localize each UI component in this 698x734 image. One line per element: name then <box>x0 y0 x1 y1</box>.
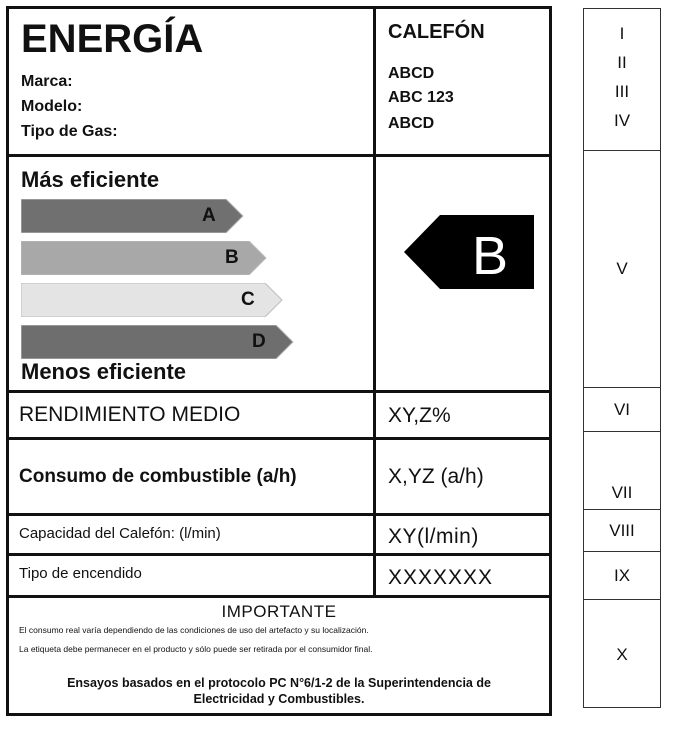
field-model: Modelo: <box>21 98 83 115</box>
less-efficient-label: Menos eficiente <box>21 359 187 384</box>
ignition-value: XXXXXXX <box>388 566 494 589</box>
ignition-row <box>9 556 549 598</box>
performance-label-cell <box>9 393 376 437</box>
section-IX-cell <box>584 552 660 600</box>
capacity-value-cell <box>376 516 549 553</box>
section-III: III <box>614 82 630 101</box>
efficiency-class-letter: B <box>225 247 239 268</box>
protocol-line-2: Electricidad y Combustibles. <box>193 692 365 706</box>
section-VII: VII <box>611 483 633 502</box>
section-VI: VI <box>613 399 631 419</box>
efficiency-class-letter: C <box>241 289 255 310</box>
performance-row <box>9 393 549 440</box>
section-VIII: VIII <box>609 520 635 540</box>
efficiency-rating-cell <box>376 157 549 390</box>
field-brand: Marca: <box>21 73 73 90</box>
efficiency-class-letter: A <box>202 205 216 226</box>
product-type: CALEFÓN <box>388 21 485 43</box>
efficiency-bar-a <box>21 199 244 233</box>
value-brand: ABCD <box>388 65 435 82</box>
protocol-line-1: Ensayos basados en el protocolo PC N°6/1-2 de la Superintendencia de <box>67 676 491 690</box>
value-gas-type: ABCD <box>388 115 435 132</box>
section-IV: IV <box>613 111 631 130</box>
notice-line-1: El consumo real varía dependiendo de las condiciones de uso del artefacto y su localización. <box>19 625 369 635</box>
fuel-consumption-label: Consumo de combustible (a/h) <box>19 466 297 487</box>
efficiency-bar-b <box>21 241 267 275</box>
rating-arrow-icon <box>404 215 544 289</box>
capacity-value: XY(l/min) <box>388 525 479 548</box>
field-gas-type: Tipo de Gas: <box>21 123 118 140</box>
section-index <box>583 8 661 708</box>
footer-notice <box>9 598 549 713</box>
section-VI-cell <box>584 388 660 432</box>
section-VIII-cell <box>584 510 660 552</box>
fuel-consumption-value-cell <box>376 440 549 513</box>
section-X: X <box>616 644 628 664</box>
section-V: V <box>616 259 628 278</box>
header-right <box>376 9 549 154</box>
ignition-value-cell <box>376 556 549 595</box>
capacity-label-cell <box>9 516 376 553</box>
fuel-consumption-label-cell <box>9 440 376 513</box>
section-II: II <box>617 53 627 72</box>
section-V-cell <box>584 151 660 388</box>
section-group-1 <box>584 9 660 151</box>
efficiency-bar-c <box>21 283 283 317</box>
section-X-cell <box>584 600 660 709</box>
header-row <box>9 9 549 157</box>
label-title: ENERGÍA <box>21 17 204 61</box>
rating-letter: B <box>471 226 509 286</box>
header-left <box>9 9 376 154</box>
ignition-label-cell <box>9 556 376 595</box>
efficiency-bar-d <box>21 325 294 359</box>
section-VII-cell <box>584 432 660 510</box>
performance-value: XY,Z% <box>388 404 451 427</box>
energy-label <box>6 6 552 716</box>
performance-label: RENDIMIENTO MEDIO <box>19 403 241 426</box>
fuel-consumption-value: X,YZ (a/h) <box>388 465 484 488</box>
notice-line-2: La etiqueta debe permanecer en el producto y sólo puede ser retirada por el consumidor final. <box>19 644 373 654</box>
efficiency-class-letter: D <box>252 331 266 352</box>
fuel-consumption-row <box>9 440 549 516</box>
ignition-label: Tipo de encendido <box>19 565 142 582</box>
section-IX: IX <box>613 565 631 585</box>
capacity-row <box>9 516 549 556</box>
value-model: ABC 123 <box>388 89 454 106</box>
important-heading: IMPORTANTE <box>221 602 337 621</box>
efficiency-row <box>9 157 549 393</box>
section-I: I <box>619 24 625 43</box>
efficiency-scale <box>9 157 376 390</box>
more-efficient-label: Más eficiente <box>21 167 160 192</box>
performance-value-cell <box>376 393 549 437</box>
capacity-label: Capacidad del Calefón: (l/min) <box>19 525 221 542</box>
